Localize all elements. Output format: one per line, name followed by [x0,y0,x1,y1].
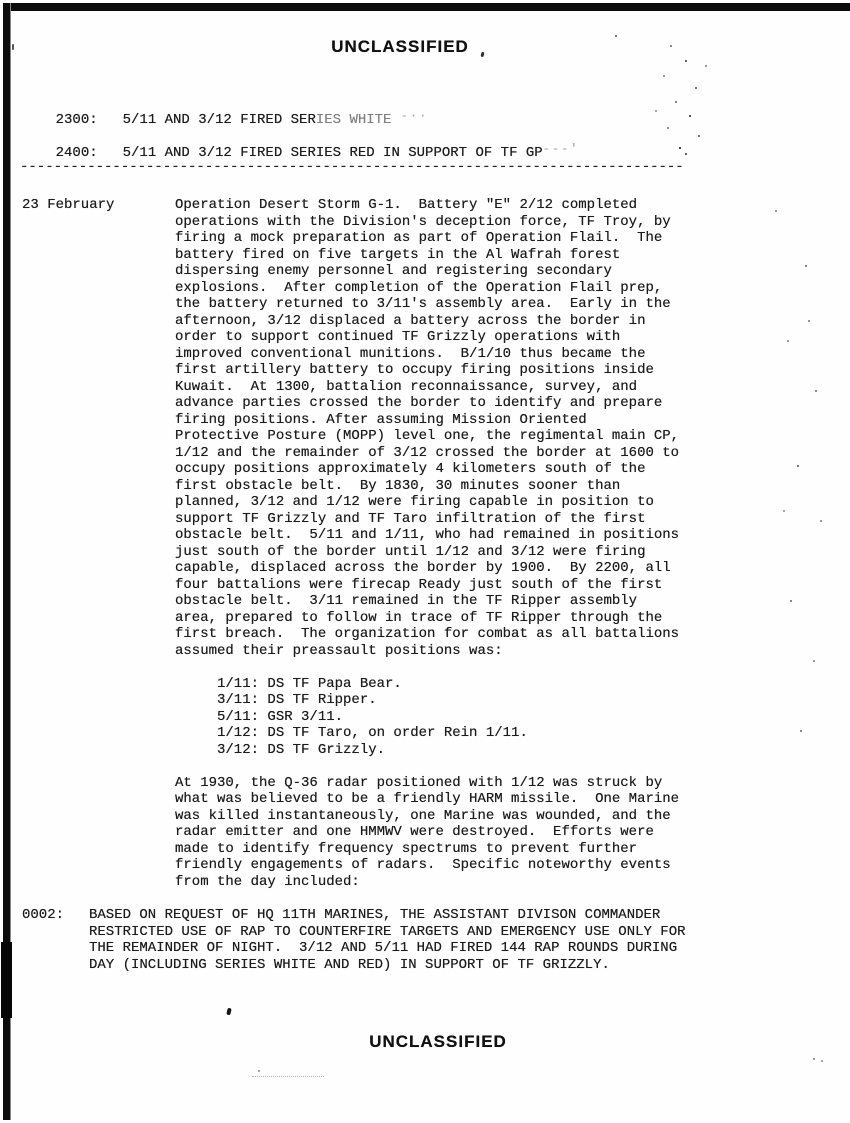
text-line: radar emitter and one HMMWV were destroyed. Efforts were [175,824,654,840]
text-line: DAY (INCLUDING SERIES WHITE AND RED) IN SUPPORT OF TF GRIZZLY. [89,956,610,973]
text-line: just south of the border until 1/12 and 3/12 were firing [175,543,646,560]
scan-speck [226,1008,232,1016]
text-line: friendly engagements of radars. Specific noteworthy events [175,857,671,873]
text-line: explosions. After completion of the Operation Flail prep, [175,279,663,296]
text-line: obstacle belt. 5/11 and 1/11, who had remained in positions [175,527,680,543]
text-line: firing positions. After assuming Mission Oriented [175,411,587,428]
text-line [175,659,679,676]
log-entry-0002-body [89,907,686,973]
text-line: first obstacle belt. By 1830, 30 minutes sooner than [175,477,621,494]
text-segment: 5/11 AND 3/12 FIRED SER [122,112,316,128]
text-line: advance parties crossed the border to identify and prepare [175,395,663,411]
text-line: assumed their preassault positions was: [175,642,503,659]
text-line: area, prepared to follow in trace of TF Ripper through the [175,609,663,626]
text-line: the battery returned to 3/11's assembly area. Early in the [175,296,671,312]
text-line: planned, 3/12 and 1/12 were firing capable in position to [175,494,654,510]
text-line: improved conventional munitions. B/1/10 thus became the [175,345,646,362]
scan-noise [615,35,617,37]
scan-noise [252,1076,324,1077]
text-line: RESTRICTED USE OF RAP TO COUNTERFIRE TARGETS AND EMERGENCY USE ONLY FOR [89,923,686,940]
entry-time-label: 2400: [55,145,98,161]
text-line: afternoon, 3/12 displaced a battery across the border in [175,312,646,329]
text-line: 1/11: DS TF Papa Bear. [175,675,402,692]
text-line: Kuwait. At 1300, battalion reconnaissance, survey, and [175,378,638,395]
text-line: Operation Desert Storm G-1. Battery "E" 2/12 completed [175,197,638,213]
text-line: from the day included: [175,873,360,890]
text-line [175,758,679,775]
text-line: firing a mock preparation as part of Operation Flail. The [175,230,663,246]
daily-entry-date: 23 February [22,197,115,213]
scan-speck [12,44,14,50]
entry-time-label: 0002: [22,907,65,923]
text-line: order to support continued TF Grizzly operations with [175,329,621,345]
text-segment: -·· [391,109,429,123]
classification-footer: UNCLASSIFIED [369,1032,507,1051]
text-segment: IES WHITE [315,112,392,128]
entry-time-label: 2300: [55,112,98,128]
text-line: first artillery battery to occupy firing positions inside [175,362,654,378]
classification-header: UNCLASSIFIED [331,37,469,56]
text-line: BASED ON REQUEST OF HQ 11TH MARINES, THE ASSISTANT DIVISON COMMANDER [89,907,661,923]
text-line: 5/11: GSR 3/11. [175,708,344,725]
text-line: support TF Grizzly and TF Taro infiltration of the first [175,510,646,527]
text-line: operations with the Division's deception force, TF Troy, by [175,213,671,230]
text-line: occupy positions approximately 4 kilometers south of the [175,461,646,477]
scan-top-bar [6,3,850,11]
text-line: what was believed to be a friendly HARM missile. One Marine [175,791,680,807]
text-line: 1/12: DS TF Taro, on order Rein 1/11. [175,725,528,741]
text-line: THE REMAINDER OF NIGHT. 3/12 AND 5/11 HAD FIRED 144 RAP ROUNDS DURING [89,940,678,956]
text-line: four battalions were firecap Ready just south of the first [175,576,663,593]
text-line: obstacle belt. 3/11 remained in the TF Ripper assembly [175,593,638,609]
text-line: 3/11: DS TF Ripper. [175,692,377,708]
entry-text [122,109,429,128]
text-segment: ---' [542,142,580,156]
text-line: Protective Posture (MOPP) level one, the regimental main CP, [175,428,680,444]
text-segment: 5/11 AND 3/12 FIRED SERIES RED IN SUPPORT OF TF GP [122,145,543,161]
text-line: 1/12 and the remainder of 3/12 crossed the border at 1600 to [175,444,680,461]
scan-noise [775,210,777,212]
text-line: made to identify frequency spectrums to prevent further [175,840,638,857]
text-line: dispersing enemy personnel and registering secondary [175,263,612,279]
text-line: was killed instantaneously, one Marine was wounded, and the [175,807,671,824]
text-line: capable, displaced across the border by 1900. By 2200, all [175,560,671,576]
daily-entry-body [175,197,679,890]
text-line: At 1930, the Q-36 radar positioned with 1/12 was struck by [175,774,663,791]
section-separator: ------------------------------------------------------------------------------- [20,159,684,175]
text-line: 3/12: DS TF Grizzly. [175,741,386,758]
text-line: first breach. The organization for combat as all battalions [175,626,680,642]
scan-left-bar [3,3,11,1120]
text-line: battery fired on five targets in the Al Wafrah forest [175,246,621,263]
